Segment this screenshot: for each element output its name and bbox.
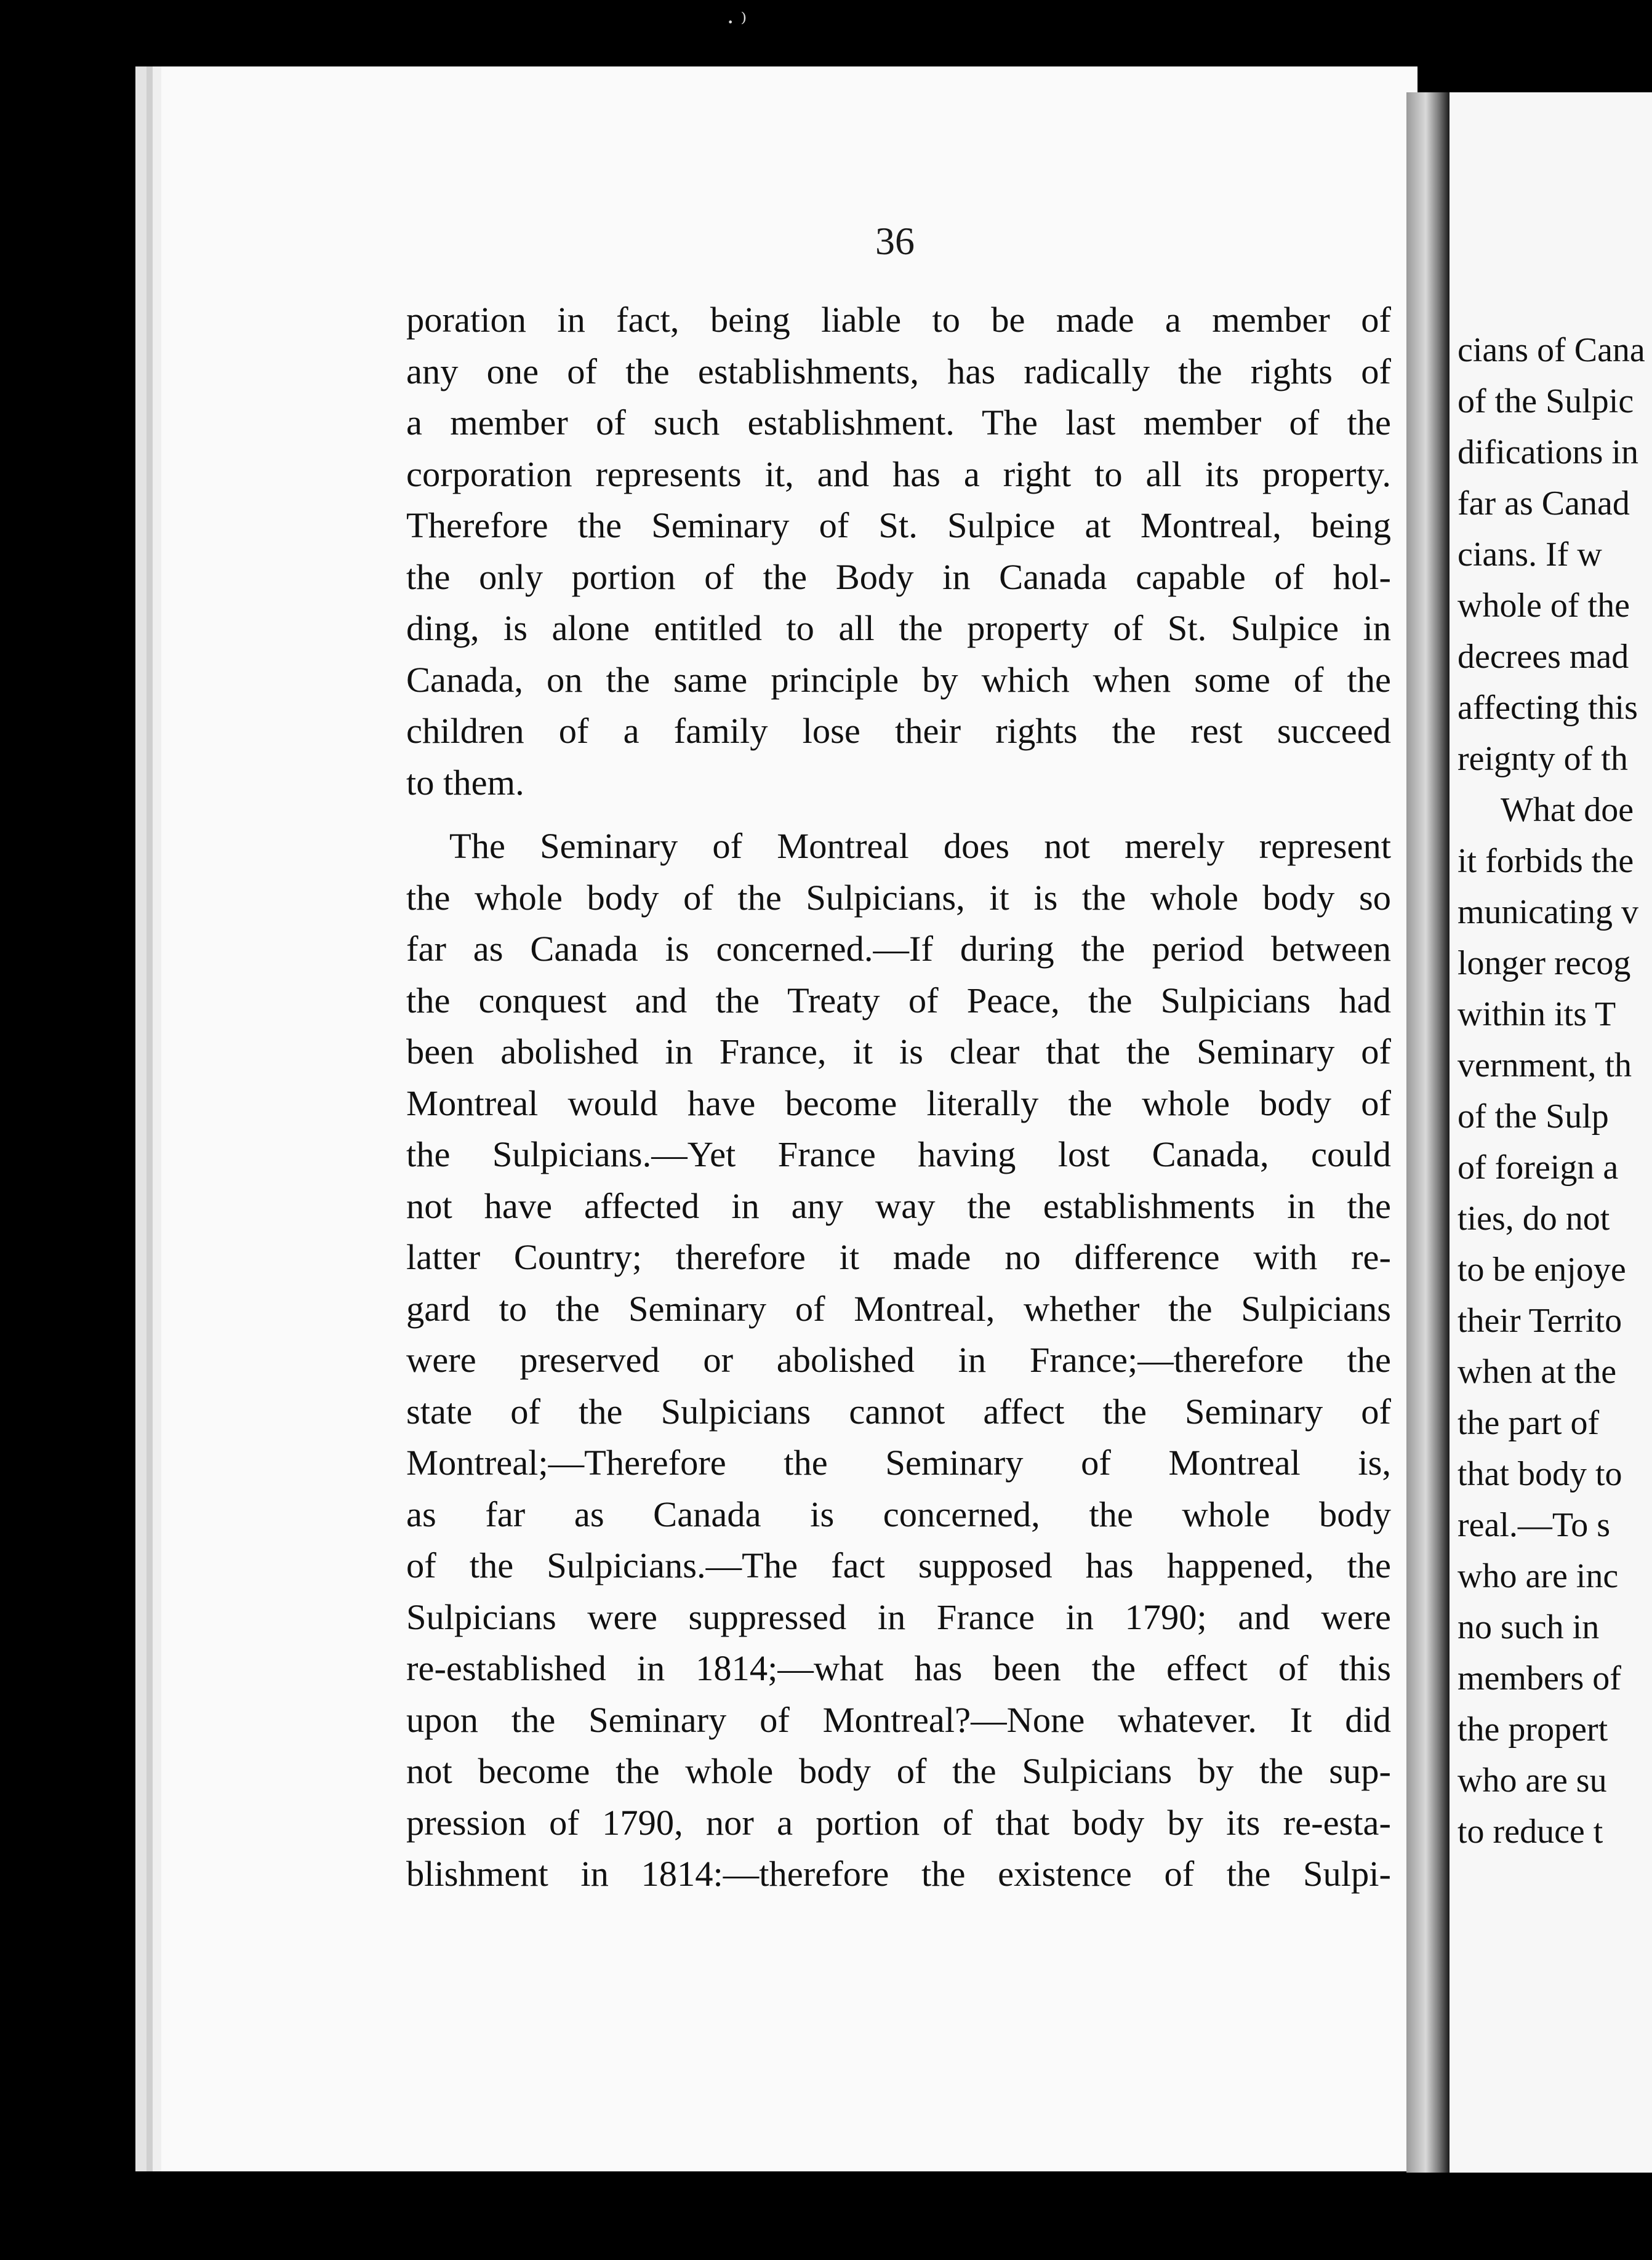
text-line: ding, is alone entitled to all the property of St. Sulpice in — [406, 608, 1391, 648]
facing-text-line: it forbids the — [1458, 842, 1634, 880]
text-line: were preserved or abolished in France;—therefore the — [406, 1340, 1391, 1380]
facing-text-line: when at the — [1458, 1353, 1617, 1391]
text-line: been abolished in France, it is clear that the Seminary of — [406, 1032, 1391, 1072]
text-line: the only portion of the Body in Canada capable of hol- — [406, 556, 1391, 597]
text-line: poration in fact, being liable to be made a member of — [406, 300, 1391, 340]
page-number: 36 — [875, 219, 915, 263]
book-gutter — [1406, 92, 1450, 2173]
text-line: to them. — [406, 762, 524, 803]
facing-text-line: no such in — [1458, 1608, 1600, 1646]
facing-text-line: real.—To s — [1458, 1506, 1611, 1544]
text-line: The Seminary of Montreal does not merely represent — [449, 826, 1391, 866]
paragraph-2 — [406, 820, 1391, 1900]
text-line: re-established in 1814;—what has been the effect of this — [406, 1648, 1391, 1688]
facing-text-line: far as Canad — [1458, 484, 1630, 523]
text-line: any one of the establishments, has radically the rights of — [406, 351, 1391, 391]
facing-text-line: the propert — [1458, 1710, 1608, 1749]
text-line: blishment in 1814:—therefore the existence of the Sulpi- — [406, 1854, 1391, 1894]
text-line: children of a family lose their rights the rest succeed — [406, 711, 1391, 751]
text-line: latter Country; therefore it made no difference with re- — [406, 1237, 1391, 1277]
text-line: as far as Canada is concerned, the whole body — [406, 1494, 1391, 1534]
facing-text-line: within its T — [1458, 995, 1616, 1033]
facing-text-line: longer recog — [1458, 944, 1631, 982]
text-line: Canada, on the same principle by which when some of the — [406, 659, 1391, 700]
facing-text-line: that body to — [1458, 1455, 1622, 1493]
text-line: a member of such establishment. The last member of the — [406, 403, 1391, 443]
text-line: state of the Sulpicians cannot affect the Seminary of — [406, 1391, 1391, 1432]
text-line: not become the whole body of the Sulpicians by the sup- — [406, 1751, 1391, 1791]
text-line: Therefore the Seminary of St. Sulpice at Montreal, being — [406, 505, 1391, 545]
facing-text-line: vernment, th — [1458, 1046, 1632, 1084]
text-line: gard to the Seminary of Montreal, whether the Sulpicians — [406, 1288, 1391, 1329]
facing-text-line: affecting this — [1458, 689, 1638, 727]
facing-text-line: difications in — [1458, 433, 1638, 471]
facing-text-line: cians of Cana — [1458, 331, 1645, 369]
text-line: Montreal;—Therefore the Seminary of Montreal is, — [406, 1443, 1391, 1483]
text-line: the whole body of the Sulpicians, it is the whole body so — [406, 877, 1391, 918]
facing-text-line: reignty of th — [1458, 740, 1628, 778]
text-line: pression of 1790, nor a portion of that body by its re-esta- — [406, 1802, 1391, 1843]
facing-text-line: cians. If w — [1458, 535, 1602, 574]
facing-text-line: ties, do not — [1458, 1200, 1610, 1238]
facing-text-line: of foreign a — [1458, 1148, 1619, 1187]
facing-text-line: the part of — [1458, 1404, 1600, 1442]
facing-text-line: members of — [1458, 1659, 1621, 1697]
body-text — [406, 294, 1391, 1900]
text-line: Sulpicians were suppressed in France in 1790; and were — [406, 1597, 1391, 1637]
scan-specks: · ⁾ — [726, 8, 747, 36]
text-line: the Sulpicians.—Yet France having lost Canada, could — [406, 1134, 1391, 1174]
text-line: upon the Seminary of Montreal?—None whatever. It did — [406, 1699, 1391, 1740]
facing-text-line: to be enjoye — [1458, 1251, 1626, 1289]
paragraph-gap — [406, 808, 1391, 820]
facing-text-line: their Territo — [1458, 1302, 1622, 1340]
text-line: corporation represents it, and has a right to all its property. — [406, 454, 1391, 494]
paragraph-1 — [406, 294, 1391, 808]
facing-text-line: decrees mad — [1458, 638, 1629, 676]
text-line: Montreal would have become literally the whole body of — [406, 1083, 1391, 1123]
text-line: the conquest and the Treaty of Peace, the Sulpicians had — [406, 980, 1391, 1020]
facing-text-line: whole of the — [1458, 587, 1630, 625]
facing-text-line: municating v — [1458, 893, 1638, 931]
text-line: not have affected in any way the establishments in the — [406, 1185, 1391, 1226]
facing-text-line: What doe — [1501, 791, 1634, 829]
facing-text-line: to reduce t — [1458, 1813, 1603, 1851]
facing-text-line: who are inc — [1458, 1557, 1619, 1595]
facing-page-text — [1458, 325, 1652, 1857]
text-line: of the Sulpicians.—The fact supposed has happened, the — [406, 1545, 1391, 1585]
facing-text-line: who are su — [1458, 1761, 1607, 1800]
text-line: far as Canada is concerned.—If during the period between — [406, 929, 1391, 969]
facing-text-line: of the Sulpic — [1458, 382, 1634, 420]
facing-text-line: of the Sulp — [1458, 1097, 1609, 1136]
